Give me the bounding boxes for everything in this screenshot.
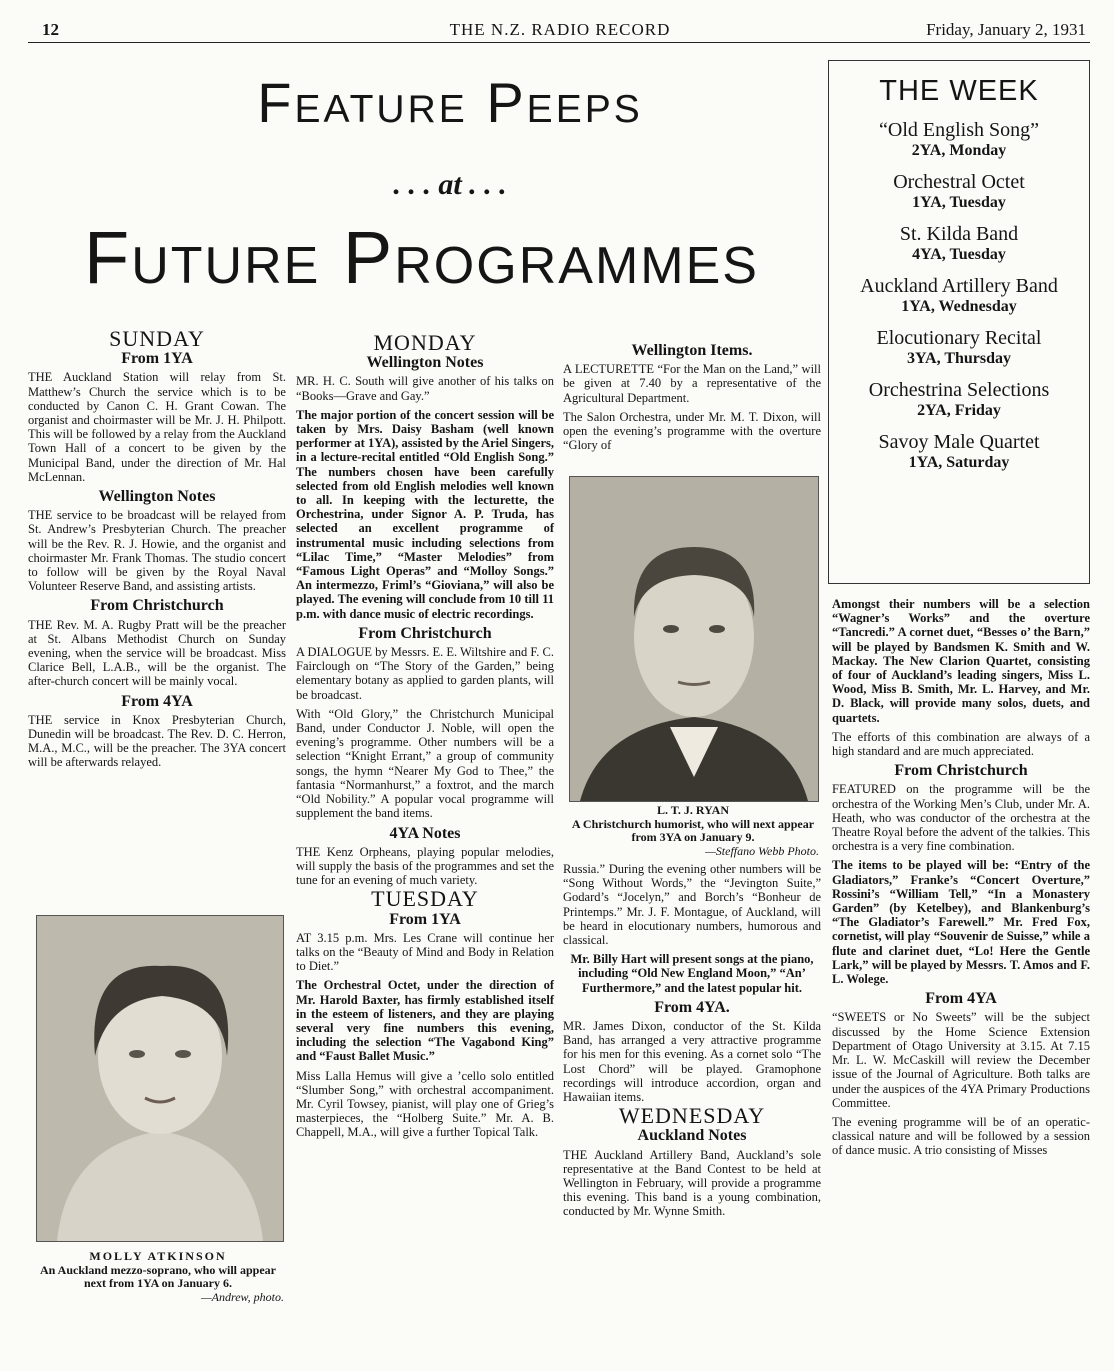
section-heading: Wellington Notes: [98, 488, 216, 506]
section-heading: From 4YA.: [654, 998, 730, 1016]
caption-text: A Christchurch humorist, who will next appear from 3YA on January 9.: [571, 816, 815, 844]
photo-caption: [567, 804, 819, 858]
section-heading: From 4YA: [925, 990, 997, 1008]
week-item: Savoy Male Quartet 1YA, Saturday: [878, 431, 1040, 471]
week-item: St. Kilda Band 4YA, Tuesday: [899, 223, 1019, 263]
caption-name: L. T. J. RYAN: [656, 803, 730, 817]
article-paragraph: MR. H. C. South will give another of his talks on “Books—Grave and Gay.”: [296, 374, 554, 403]
caption-credit: —Steffano Webb Photo.: [705, 843, 819, 858]
week-item: Orchestral Octet 1YA, Tuesday: [893, 171, 1025, 211]
day-heading-sunday: SUNDAY: [109, 326, 205, 351]
issue-date: Friday, January 2, 1931: [926, 20, 1086, 39]
section-heading: From Christchurch: [894, 762, 1028, 780]
headline-future-programmes: Future Programmes: [84, 216, 759, 299]
page-header: [30, 20, 1090, 42]
photo-caption: [32, 1250, 284, 1304]
page-number: 12: [42, 20, 59, 39]
article-paragraph: THE service in Knox Presbyterian Church, Dunedin will be broadcast. The Rev. D. C. Herron, M.A., M.C., will be the preacher. The 3YA concert will be afterwards relayed.: [28, 712, 286, 770]
article-paragraph: “SWEETS or No Sweets” will be the subject discussed by the Home Science Extension Department of Otago University at 3.15. At 7.15 Mr. L. W. McCaskill will review the December issue of the Journal of Agriculture. Both talks are under the auspices of the 4YA Primary Productions Committee.: [832, 1010, 1090, 1110]
week-item: “Old English Song” 2YA, Monday: [879, 119, 1039, 159]
portrait-illustration: [37, 916, 283, 1241]
article-paragraph: The Orchestral Octet, under the direction of Mr. Harold Baxter, has firmly established itself in the esteem of listeners, and they are playing several very fine numbers this evening, including the selection “The Vagabond King” and “Faust Ballet Music.”: [296, 978, 554, 1064]
article-paragraph: FEATURED on the programme will be the orchestra of the Working Men’s Club, under Mr. A. Heath, who was conductor of the orchestra at the Theatre Royal before the advent of the talkies. This orchestra is a very fine combination.: [832, 782, 1090, 854]
section-heading: 4YA Notes: [389, 824, 461, 842]
article-paragraph: With “Old Glory,” the Christchurch Municipal Band, under Conductor J. Noble, will open the evening’s programme. Other numbers will be a selection “Knight Errant,” a group of community songs, the hymn “Nearer My God to Thee,” the fantasia “Normanhurst,” a foxtrot, and the march “Old Nobility.” A popular vocal programme will supplement the band items.: [296, 706, 554, 821]
caption-text: An Auckland mezzo-soprano, who will appear next from 1YA on January 6.: [39, 1262, 277, 1290]
portrait-photo-molly-atkinson: [36, 915, 284, 1242]
column-monday-tuesday: [296, 330, 554, 1145]
section-heading: From 4YA: [121, 692, 193, 710]
section-heading: From 1YA: [389, 910, 461, 928]
headline-at: . . . at . . .: [393, 168, 507, 201]
week-item: Auckland Artillery Band 1YA, Wednesday: [860, 275, 1058, 315]
article-paragraph: Mr. Billy Hart will present songs at the piano, including “Old New England Moon,” “An’ Furthermore,” and the latest popular hit.: [570, 952, 814, 995]
column-wellington-items-continued: [563, 862, 821, 1224]
column-sunday: [28, 326, 286, 775]
section-heading: Auckland Notes: [637, 1127, 747, 1145]
article-paragraph: Amongst their numbers will be a selection “Wagner’s Works” and the overture “Tancredi.” A cornet duet, “Besses o’ the Barn,” will be played by Bandsmen K. Smith and W. Mackay. The New Clarion Quartet, consisting of four of Auckland’s leading singers, Miss L. Wood, Miss B. Smith, Mr. L. Harvey, and Mr. D. Black, will provide many solos, duets, and quartets.: [832, 597, 1090, 725]
article-paragraph: The items to be played will be: “Entry of the Gladiators,” Franke’s “Concert Overture,” Rossini’s “William Tell,” “In a Monastery Garden” (by Ketelbey), and Blankenburg’s “The Gladiator’s Farewell.” Mr. Fred Fox, cornetist, will play “Souvenir de Suisse,” while a flute and clarinet duet, “Lo! Here the Gentle Lark,” will be played by Messrs. T. Amos and F. L. Wolege.: [832, 858, 1090, 987]
article-paragraph: THE Auckland Artillery Band, Auckland’s sole representative at the Band Contest to be held at Wellington in February, will provide a programme this evening. This band is a young combination, conducted by Mr. Wynne Smith.: [563, 1147, 821, 1219]
caption-name: MOLLY ATKINSON: [89, 1249, 227, 1263]
article-paragraph: MR. James Dixon, conductor of the St. Kilda Band, has arranged a very attractive programme for his men for this evening. As a cornet solo “The Lost Chord” will be played. Gramophone recordings will introduce accordion, organ and Hawaiian items.: [563, 1019, 821, 1105]
column-right: [832, 597, 1090, 1163]
day-heading-monday: MONDAY: [373, 330, 477, 355]
week-item: Elocutionary Recital 3YA, Thursday: [876, 327, 1042, 367]
portrait-photo-ltj-ryan: [569, 476, 819, 802]
day-heading-tuesday: TUESDAY: [371, 886, 479, 912]
article-paragraph: THE Kenz Orpheans, playing popular melodies, will supply the basis of the programmes and set the tune for an evening of much variety.: [296, 844, 554, 888]
portrait-illustration: [570, 477, 818, 801]
article-paragraph: Russia.” During the evening other numbers will be “Song Without Words,” the “Jevington Suite,” Godard’s “Jocelyn,” and Borch’s “Bonheur de Printemps.” Mr. J. F. Montague, of Auckland, will be heard in elocutionary numbers, humorous and classical.: [563, 862, 821, 948]
article-paragraph: AT 3.15 p.m. Mrs. Les Crane will continue her talks on the “Beauty of Mind and Body in Relation to Diet.”: [296, 930, 554, 974]
section-heading: From 1YA: [121, 350, 193, 368]
section-heading: From Christchurch: [90, 597, 224, 615]
masthead: THE N.Z. RADIO RECORD: [449, 20, 671, 39]
article-paragraph: A DIALOGUE by Messrs. E. E. Wiltshire and F. C. Fairclough on “The Story of the Garden,” being elementary botany as applied to garden plants, will be broadcast.: [296, 645, 554, 702]
article-paragraph: A LECTURETTE “For the Man on the Land,” will be given at 7.40 by a representative of the Agricultural Department.: [563, 362, 821, 405]
day-heading-wednesday: WEDNESDAY: [618, 1103, 766, 1129]
section-heading: From Christchurch: [358, 624, 492, 642]
section-heading: Wellington Notes: [366, 354, 484, 372]
section-heading: Wellington Items.: [631, 342, 753, 359]
caption-credit: —Andrew, photo.: [201, 1289, 284, 1304]
article-paragraph: The efforts of this combination are always of a high standard and are much appreciated.: [832, 729, 1090, 759]
headline-feature-peeps: Feature Peeps: [257, 71, 643, 134]
article-paragraph: THE Auckland Station will relay from St. Matthew’s Church the service which is to be conducted by Canon C. H. Grant Cowan. The organist and choirmaster will be Mr. J. H. Philpott. This will be followed by a relay from the Auckland Town Hall of a concert to be given by the Municipal Band, under the direction of Mr. Hal McLennan.: [28, 370, 286, 484]
article-paragraph: The Salon Orchestra, under Mr. M. T. Dixon, will open the evening’s programme with the overture “Glory of: [563, 409, 821, 453]
article-paragraph: The major portion of the concert session will be taken by Mrs. Daisy Basham (well known performer at 1YA), assisted by the Ariel Singers, in a lecture-recital entitled “Old English Song.” The numbers chosen have been carefully selected from old English melodies well known to all. In keeping with the lecturette, the Orchestrina, under Signor A. P. Truda, has selected an excellent programme of instrumental music including selections from “Lilac Time,” “Master Melodies” from “Famous Light Operas” and “Molloy Songs.” An intermezzo, Friml’s “Gioviana,” will also be played. The evening will conclude from 10 till 11 p.m. with dance music of electric recordings.: [296, 407, 554, 621]
the-week-box: [828, 60, 1090, 584]
column-wellington-items: [563, 338, 821, 457]
article-paragraph: Miss Lalla Hemus will give a ’cello solo entitled “Slumber Song,” with orchestral accompaniment. Mr. Cyril Towsey, pianist, will play one of Grieg’s masterpieces, the “Holberg Suite.” Mr. A. B. Chappell, M.A., will give a further Topical Talk.: [296, 1068, 554, 1140]
article-paragraph: The evening programme will be of an operatic-classical nature and will be followed by a session of dance music. A trio consisting of Misses: [832, 1114, 1090, 1158]
article-paragraph: THE service to be broadcast will be relayed from St. Andrew’s Presbyterian Church. The preacher will be the Rev. R. J. Howie, and the organist and choirmaster Mr. Frank Thomas. The studio concert to follow will be given by the Royal Naval Volunteer Reserve Band, and assisting artists.: [28, 508, 286, 594]
article-paragraph: THE Rev. M. A. Rugby Pratt will be the preacher at St. Albans Methodist Church on Sunday evening, when the service will be broadcast. Miss Clarice Bell, L.A.B., will be the organist. The after-church concert will be mainly vocal.: [28, 617, 286, 689]
header-rule: [28, 42, 1090, 43]
week-item: Orchestrina Selections 2YA, Friday: [868, 379, 1050, 419]
the-week-title: THE WEEK: [879, 75, 1039, 107]
